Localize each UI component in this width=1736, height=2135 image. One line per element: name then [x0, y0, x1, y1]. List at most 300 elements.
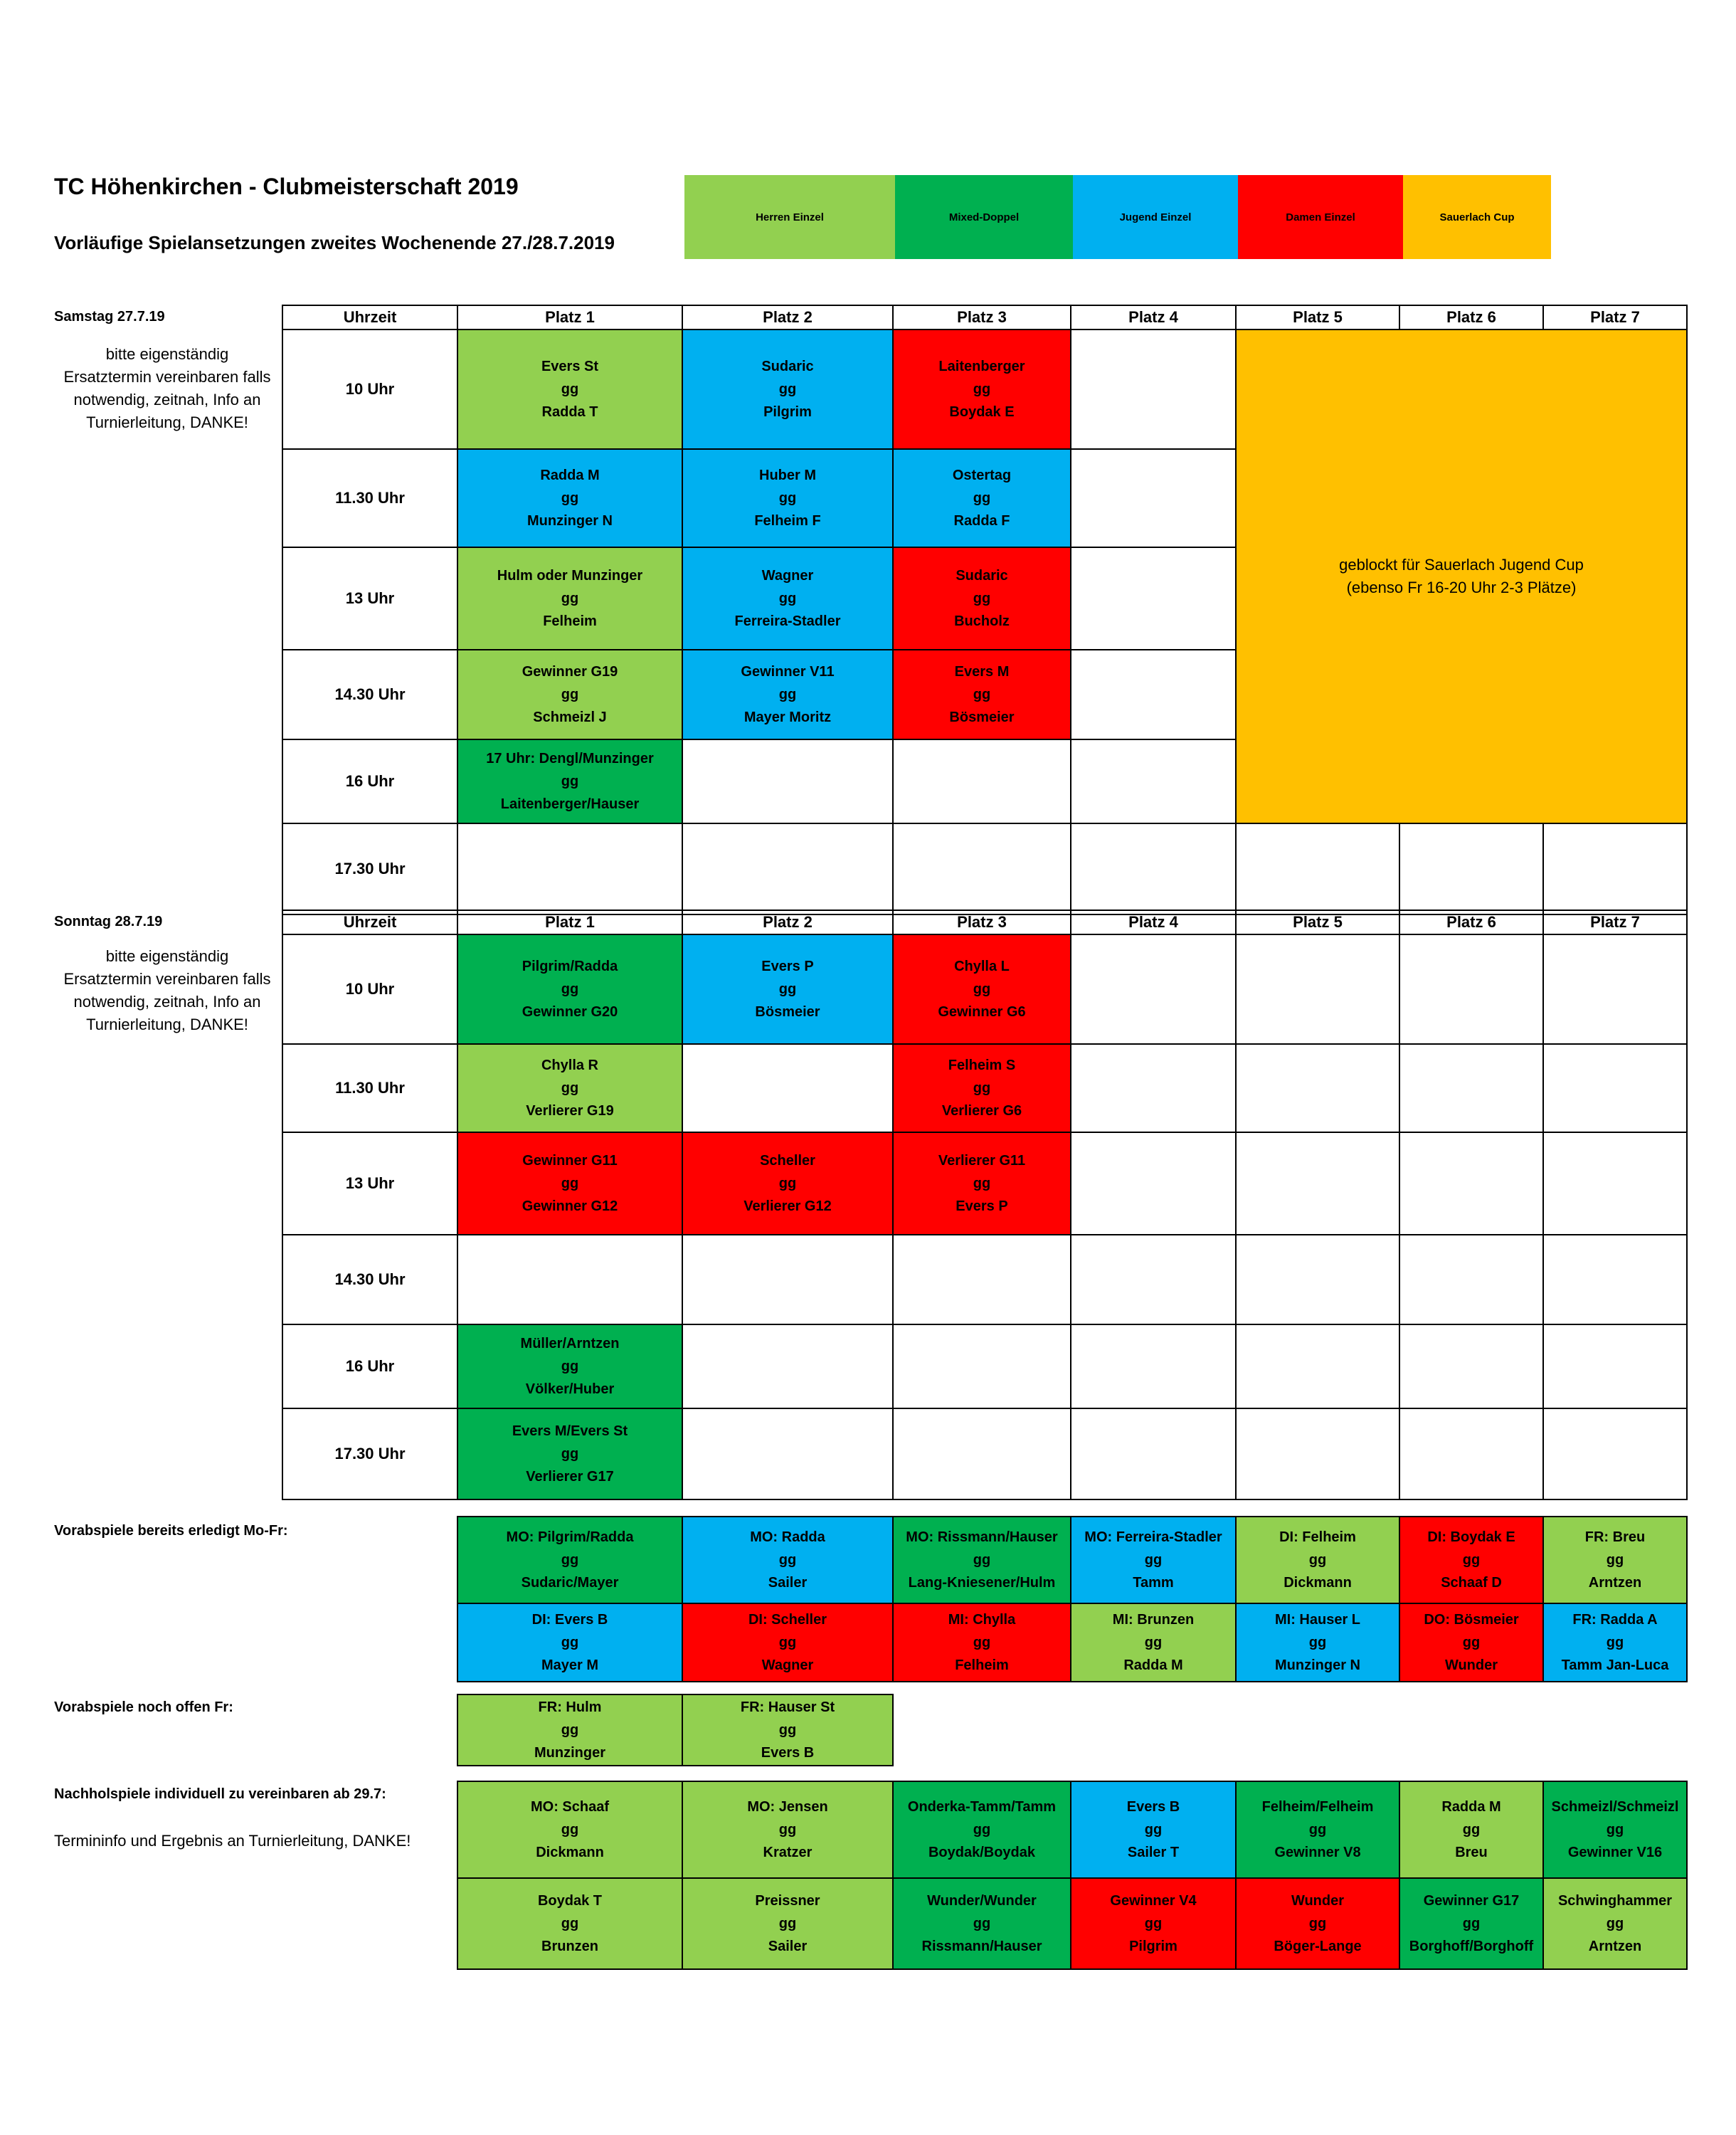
player-a: Schwinghammer [1557, 1893, 1673, 1909]
match-cell [893, 330, 1071, 449]
table-row [282, 1324, 1687, 1408]
player-b: Radda T [541, 404, 598, 420]
match-cell [1543, 823, 1687, 914]
player-b: Pilgrim [763, 404, 812, 420]
player-a: Chylla R [541, 1058, 599, 1073]
player-a: Laitenberger [938, 359, 1025, 374]
player-b: Radda F [953, 513, 1010, 529]
block-text: geblockt für Sauerlach Jugend Cup [1339, 556, 1584, 574]
player-b: Sailer T [1127, 1845, 1180, 1860]
player-b: Bösmeier [755, 1004, 820, 1020]
match-cell [682, 1694, 893, 1766]
vorab-offen-table [457, 1694, 894, 1766]
match-cell [1399, 934, 1543, 1044]
match-cell [457, 739, 682, 823]
player-b: Wagner [761, 1657, 814, 1673]
legend-sauerlach-cup: Sauerlach Cup [1403, 175, 1551, 259]
match-cell [1071, 650, 1236, 739]
player-a: MO: Jensen [747, 1799, 828, 1815]
match-cell [1071, 934, 1236, 1044]
column-header: Platz 7 [1543, 305, 1687, 330]
match-cell [457, 1044, 682, 1132]
versus-label: gg [973, 490, 991, 506]
match-cell [457, 823, 682, 914]
player-b: Boydak/Boydak [928, 1845, 1036, 1860]
player-a: MO: Schaaf [530, 1799, 610, 1815]
time-slot: 10 Uhr [282, 934, 457, 1044]
match-cell [457, 1324, 682, 1408]
player-a: Ostertag [952, 468, 1012, 483]
player-b: Wunder [1444, 1657, 1498, 1673]
player-a: Radda M [1441, 1799, 1501, 1815]
column-header: Platz 3 [893, 305, 1071, 330]
vorab-offen-label: Vorabspiele noch offen Fr: [54, 1699, 233, 1715]
player-b: Breu [1455, 1845, 1488, 1860]
versus-label: gg [561, 591, 579, 606]
legend-herren-einzel: Herren Einzel [684, 175, 895, 259]
versus-label: gg [1144, 1552, 1163, 1568]
versus-label: gg [778, 1722, 797, 1738]
color-legend [684, 175, 1551, 259]
player-a: Onderka-Tamm/Tamm [907, 1799, 1057, 1815]
match-cell [1236, 1781, 1399, 1878]
match-cell [457, 1517, 682, 1603]
column-header: Platz 4 [1071, 910, 1236, 934]
time-slot: 11.30 Uhr [282, 449, 457, 547]
player-b: Ferreira-Stadler [734, 613, 841, 629]
time-slot: 13 Uhr [282, 1132, 457, 1235]
player-b: Mayer Moritz [743, 710, 832, 725]
player-a: MO: Rissmann/Hauser [906, 1529, 1058, 1545]
table-row [282, 1044, 1687, 1132]
versus-label: gg [778, 381, 797, 397]
versus-label: gg [561, 1635, 579, 1650]
player-a: MO: Pilgrim/Radda [506, 1529, 634, 1545]
player-a: Sudaric [761, 359, 814, 374]
player-b: Lang-Kniesener/Hulm [908, 1575, 1056, 1591]
player-a: Verlierer G11 [938, 1153, 1026, 1169]
player-a: MI: Hauser L [1274, 1612, 1361, 1628]
legend-jugend-einzel: Jugend Einzel [1073, 175, 1238, 259]
column-header: Platz 6 [1399, 305, 1543, 330]
match-cell [1071, 1517, 1236, 1603]
match-cell [1236, 1324, 1399, 1408]
versus-label: gg [561, 774, 579, 789]
table-row [457, 1517, 1687, 1603]
versus-label: gg [1462, 1552, 1481, 1568]
player-a: MI: Chylla [948, 1612, 1016, 1628]
column-header: Platz 2 [682, 910, 893, 934]
match-cell [1236, 1235, 1399, 1324]
match-cell [1399, 1044, 1543, 1132]
match-cell [1071, 1781, 1236, 1878]
versus-label: gg [778, 1635, 797, 1650]
page-title: TC Höhenkirchen - Clubmeisterschaft 2019 [54, 174, 519, 199]
versus-label: gg [1144, 1916, 1163, 1931]
player-a: Radda M [540, 468, 600, 483]
match-cell [1236, 934, 1399, 1044]
versus-label: gg [973, 1552, 991, 1568]
player-a: DO: Bösmeier [1424, 1612, 1519, 1628]
player-b: Völker/Huber [525, 1381, 615, 1397]
player-b: Arntzen [1588, 1939, 1642, 1954]
match-cell [682, 1517, 893, 1603]
versus-label: gg [1308, 1822, 1327, 1838]
match-cell [1399, 1517, 1543, 1603]
versus-label: gg [561, 1176, 579, 1191]
match-cell [682, 1044, 893, 1132]
player-a: MO: Ferreira-Stadler [1084, 1529, 1222, 1545]
column-header: Platz 5 [1236, 305, 1399, 330]
player-a: 17 Uhr: Dengl/Munzinger [486, 751, 654, 766]
match-cell [457, 330, 682, 449]
player-a: Huber M [759, 468, 816, 483]
versus-label: gg [1606, 1916, 1624, 1931]
match-cell [893, 547, 1071, 650]
table-row [282, 934, 1687, 1044]
player-a: Scheller [760, 1153, 815, 1169]
player-b: Verlierer G12 [743, 1198, 832, 1214]
player-b: Boydak E [949, 404, 1015, 420]
player-b: Bucholz [954, 613, 1010, 629]
versus-label: gg [1462, 1822, 1481, 1838]
versus-label: gg [973, 1822, 991, 1838]
match-cell [682, 1408, 893, 1499]
player-a: DI: Evers B [531, 1612, 608, 1628]
match-cell [893, 1132, 1071, 1235]
versus-label: gg [778, 490, 797, 506]
versus-label: gg [973, 1635, 991, 1650]
player-a: FR: Hauser St [740, 1699, 835, 1715]
match-cell [1071, 1603, 1236, 1682]
table-row [282, 330, 1687, 449]
player-b: Tamm Jan-Luca [1561, 1657, 1669, 1673]
player-b: Rissmann/Hauser [921, 1939, 1042, 1954]
player-a: Felheim/Felheim [1261, 1799, 1374, 1815]
versus-label: gg [561, 490, 579, 506]
player-b: Munzinger N [1275, 1657, 1360, 1673]
match-cell [1071, 330, 1236, 449]
versus-label: gg [778, 1916, 797, 1931]
player-a: Gewinner V11 [741, 664, 835, 680]
match-cell [1399, 1781, 1543, 1878]
match-cell [1543, 1324, 1687, 1408]
match-cell [893, 1408, 1071, 1499]
match-cell [1071, 823, 1236, 914]
nachhol-table [457, 1781, 1688, 1970]
time-slot: 16 Uhr [282, 1324, 457, 1408]
match-cell [682, 449, 893, 547]
player-a: Müller/Arntzen [520, 1336, 620, 1351]
player-b: Dickmann [536, 1845, 604, 1860]
match-cell [457, 650, 682, 739]
player-a: FR: Breu [1584, 1529, 1646, 1545]
match-cell [1543, 1603, 1687, 1682]
versus-label: gg [973, 381, 991, 397]
player-a: MI: Brunzen [1112, 1612, 1195, 1628]
sauerlach-block [1236, 330, 1687, 823]
player-b: Böger-Lange [1274, 1939, 1362, 1954]
match-cell [893, 449, 1071, 547]
table-row [282, 1132, 1687, 1235]
player-b: Pilgrim [1129, 1939, 1177, 1954]
match-cell [1543, 1781, 1687, 1878]
match-cell [1543, 1044, 1687, 1132]
versus-label: gg [778, 1822, 797, 1838]
versus-label: gg [1308, 1916, 1327, 1931]
match-cell [682, 934, 893, 1044]
versus-label: gg [1606, 1552, 1624, 1568]
versus-label: gg [973, 981, 991, 997]
player-b: Felheim F [754, 513, 821, 529]
player-b: Munzinger [534, 1745, 605, 1761]
time-slot: 16 Uhr [282, 739, 457, 823]
player-a: Gewinner G11 [522, 1153, 618, 1169]
versus-label: gg [561, 1552, 579, 1568]
column-header: Uhrzeit [282, 910, 457, 934]
match-cell [682, 1781, 893, 1878]
player-a: Gewinner G17 [1423, 1893, 1520, 1909]
match-cell [1236, 1878, 1399, 1969]
saturday-schedule-table [282, 305, 1688, 915]
player-a: Evers M [954, 664, 1010, 680]
match-cell [1399, 1324, 1543, 1408]
player-b: Dickmann [1284, 1575, 1352, 1591]
nachhol-label: Nachholspiele individuell zu vereinbaren ab 29.7: [54, 1786, 386, 1802]
legend-damen-einzel: Damen Einzel [1238, 175, 1403, 259]
match-cell [682, 739, 893, 823]
player-a: FR: Radda A [1572, 1612, 1658, 1628]
versus-label: gg [778, 687, 797, 702]
match-cell [1071, 449, 1236, 547]
table-row [457, 1878, 1687, 1969]
match-cell [1399, 1132, 1543, 1235]
versus-label: gg [561, 1080, 579, 1096]
player-a: Felheim S [948, 1058, 1016, 1073]
player-a: Hulm oder Munzinger [497, 568, 643, 584]
player-a: DI: Scheller [748, 1612, 827, 1628]
table-row [282, 1408, 1687, 1499]
player-b: Gewinner G6 [938, 1004, 1026, 1020]
match-cell [893, 1517, 1071, 1603]
time-slot: 14.30 Uhr [282, 650, 457, 739]
match-cell [457, 1603, 682, 1682]
saturday-label: Samstag 27.7.19 [54, 309, 165, 325]
versus-label: gg [561, 1359, 579, 1374]
column-header: Platz 2 [682, 305, 893, 330]
player-b: Verlierer G17 [526, 1469, 614, 1485]
versus-label: gg [973, 1176, 991, 1191]
match-cell [1071, 1132, 1236, 1235]
versus-label: gg [973, 1916, 991, 1931]
sunday-note: bitte eigenständig Ersatztermin vereinbaren falls notwendig, zeitnah, Info an Turnierleitung, DANKE! [63, 947, 271, 1033]
player-a: Evers St [541, 359, 599, 374]
player-b: Gewinner V8 [1274, 1845, 1361, 1860]
match-cell [1071, 1235, 1236, 1324]
player-b: Borghoff/Borghoff [1409, 1939, 1534, 1954]
player-b: Schaaf D [1441, 1575, 1502, 1591]
player-b: Mayer M [541, 1657, 599, 1673]
versus-label: gg [973, 687, 991, 702]
saturday-note: bitte eigenständig Ersatztermin vereinbaren falls notwendig, zeitnah, Info an Turnierleitung, DANKE! [63, 345, 271, 431]
player-a: Wunder/Wunder [927, 1893, 1037, 1909]
column-header: Platz 7 [1543, 910, 1687, 934]
match-cell [893, 823, 1071, 914]
table-row [457, 1694, 893, 1766]
match-cell [682, 547, 893, 650]
sunday-label: Sonntag 28.7.19 [54, 914, 163, 929]
match-cell [893, 739, 1071, 823]
match-cell [893, 934, 1071, 1044]
match-cell [682, 1324, 893, 1408]
match-cell [1236, 1132, 1399, 1235]
match-cell [457, 547, 682, 650]
column-header: Platz 4 [1071, 305, 1236, 330]
player-b: Gewinner G12 [522, 1198, 618, 1214]
time-slot: 17.30 Uhr [282, 1408, 457, 1499]
versus-label: gg [778, 1176, 797, 1191]
player-b: Arntzen [1588, 1575, 1642, 1591]
match-cell [1543, 1235, 1687, 1324]
versus-label: gg [561, 981, 579, 997]
player-b: Felheim [543, 613, 597, 629]
player-a: Pilgrim/Radda [522, 959, 618, 974]
match-cell [1543, 934, 1687, 1044]
versus-label: gg [1308, 1552, 1327, 1568]
player-a: Evers B [1126, 1799, 1180, 1815]
legend-mixed-doppel: Mixed-Doppel [895, 175, 1073, 259]
match-cell [1399, 823, 1543, 914]
match-cell [893, 1781, 1071, 1878]
match-cell [457, 1408, 682, 1499]
match-cell [1071, 1408, 1236, 1499]
player-b: Evers B [761, 1745, 815, 1761]
match-cell [682, 823, 893, 914]
player-a: Chylla L [954, 959, 1010, 974]
time-slot: 14.30 Uhr [282, 1235, 457, 1324]
match-cell [1399, 1408, 1543, 1499]
match-cell [1071, 1324, 1236, 1408]
player-b: Bösmeier [949, 710, 1015, 725]
player-a: Evers M/Evers St [512, 1423, 628, 1439]
match-cell [682, 1235, 893, 1324]
table-row [282, 1235, 1687, 1324]
match-cell [1399, 1603, 1543, 1682]
versus-label: gg [561, 1822, 579, 1838]
player-a: MO: Radda [750, 1529, 825, 1545]
column-header: Platz 6 [1399, 910, 1543, 934]
table-row [457, 1603, 1687, 1682]
player-b: Gewinner G20 [522, 1004, 618, 1020]
player-a: Gewinner G19 [522, 664, 618, 680]
match-cell [457, 449, 682, 547]
time-slot: 13 Uhr [282, 547, 457, 650]
player-b: Radda M [1123, 1657, 1183, 1673]
match-cell [1236, 1044, 1399, 1132]
player-a: Wunder [1291, 1893, 1345, 1909]
column-header: Platz 1 [457, 910, 682, 934]
header-row [282, 910, 1687, 934]
match-cell [457, 934, 682, 1044]
player-b: Evers P [956, 1198, 1008, 1214]
player-b: Munzinger N [527, 513, 613, 529]
player-a: Schmeizl/Schmeizl [1551, 1799, 1679, 1815]
match-cell [893, 1878, 1071, 1969]
match-cell [1399, 1878, 1543, 1969]
match-cell [893, 1603, 1071, 1682]
column-header: Platz 5 [1236, 910, 1399, 934]
player-b: Brunzen [541, 1939, 598, 1954]
player-a: Gewinner V4 [1110, 1893, 1197, 1909]
player-a: Boydak T [537, 1893, 603, 1909]
match-cell [893, 1044, 1071, 1132]
versus-label: gg [1462, 1916, 1481, 1931]
match-cell [893, 1235, 1071, 1324]
versus-label: gg [561, 1446, 579, 1462]
match-cell [682, 650, 893, 739]
versus-label: gg [973, 1080, 991, 1096]
column-header: Uhrzeit [282, 305, 457, 330]
match-cell [457, 1878, 682, 1969]
player-b: Laitenberger/Hauser [500, 796, 640, 812]
match-cell [1071, 739, 1236, 823]
match-cell [682, 330, 893, 449]
match-cell [1236, 823, 1399, 914]
player-a: DI: Felheim [1279, 1529, 1356, 1545]
versus-label: gg [561, 1722, 579, 1738]
match-cell [1543, 1408, 1687, 1499]
match-cell [682, 1878, 893, 1969]
column-header: Platz 1 [457, 305, 682, 330]
match-cell [1399, 1235, 1543, 1324]
table-row [282, 823, 1687, 914]
player-a: Sudaric [956, 568, 1008, 584]
match-cell [1071, 1878, 1236, 1969]
player-b: Verlierer G19 [526, 1103, 614, 1119]
match-cell [893, 650, 1071, 739]
match-cell [1543, 1132, 1687, 1235]
block-text: (ebenso Fr 16-20 Uhr 2-3 Plätze) [1346, 579, 1577, 596]
time-slot: 11.30 Uhr [282, 1044, 457, 1132]
player-a: Wagner [761, 568, 814, 584]
player-a: Evers P [761, 959, 814, 974]
versus-label: gg [778, 981, 797, 997]
match-cell [682, 1603, 893, 1682]
versus-label: gg [1308, 1635, 1327, 1650]
column-header: Platz 3 [893, 910, 1071, 934]
page-subtitle: Vorläufige Spielansetzungen zweites Wochenende 27./28.7.2019 [54, 232, 615, 253]
match-cell [1236, 1603, 1399, 1682]
player-b: Sailer [768, 1939, 808, 1954]
versus-label: gg [778, 1552, 797, 1568]
match-cell [457, 1235, 682, 1324]
versus-label: gg [1606, 1822, 1624, 1838]
versus-label: gg [561, 687, 579, 702]
versus-label: gg [561, 1916, 579, 1931]
player-b: Verlierer G6 [941, 1103, 1022, 1119]
header-row [282, 305, 1687, 330]
player-b: Schmeizl J [533, 710, 607, 725]
nachhol-note: Termininfo und Ergebnis an Turnierleitung, DANKE! [54, 1832, 411, 1850]
time-slot: 10 Uhr [282, 330, 457, 449]
player-a: FR: Hulm [538, 1699, 602, 1715]
vorab-erledigt-table [457, 1516, 1688, 1682]
versus-label: gg [1606, 1635, 1624, 1650]
player-b: Gewinner V16 [1567, 1845, 1663, 1860]
match-cell [457, 1781, 682, 1878]
match-cell [893, 1324, 1071, 1408]
match-cell [1236, 1517, 1399, 1603]
